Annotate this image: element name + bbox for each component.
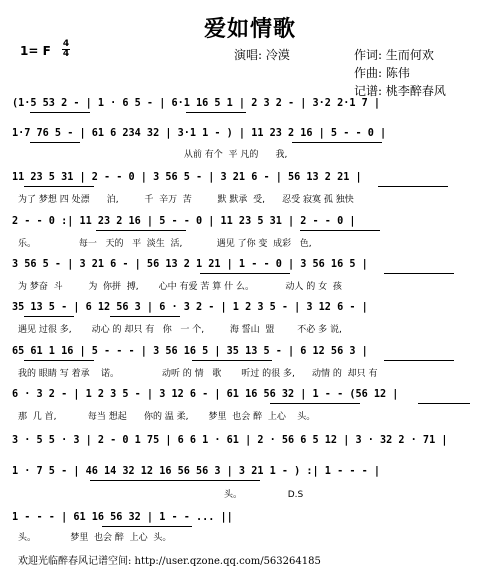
beam bbox=[110, 316, 180, 317]
meter-top: 4 bbox=[62, 39, 70, 49]
transcriber-credit: 记谱: 桃李醉春风 bbox=[354, 84, 446, 98]
lyric-line-11: 头。 梦里 也会 醉 上心 头。 bbox=[18, 533, 172, 543]
lyricist-credit: 作词: 生而何欢 bbox=[354, 48, 434, 62]
beam bbox=[186, 112, 246, 113]
score-line-9: 3 · 5 5 · 3 | 2 - 0 1 75 | 6 6 1 · 61 | 2 · 56 6 5 12 | 3 · 32 2 · 71 | bbox=[12, 435, 448, 446]
beam bbox=[24, 316, 74, 317]
score-line-11: 1 - - - | 61 16 56 32 | 1 - - ... || bbox=[12, 512, 233, 523]
time-signature bbox=[62, 40, 70, 59]
score-line-3: 11 23 5 31 | 2 - - 0 | 3 56 5 - | 3 21 6 - | 56 13 2 21 | bbox=[12, 172, 362, 183]
beam bbox=[378, 186, 448, 187]
beam bbox=[30, 142, 80, 143]
lyric-line-8: 那 几 首, 每当 想起 你的 温 柔, 梦里 也会 醉 上心 头。 bbox=[18, 412, 316, 422]
footer-credit: 欢迎光临醉春风记谱空间: http://user.qzone.qq.com/563264185 bbox=[18, 556, 321, 567]
beam bbox=[384, 273, 454, 274]
lyric-line-7: 我的 眼睛 写 着承 诺。 动听 的 情 歌 听过 的很 多, 动情 的 却只 有 bbox=[18, 369, 378, 379]
score-line-7: 65 61 1 16 | 5 - - - | 3 56 16 5 | 35 13 5 - | 6 12 56 3 | bbox=[12, 346, 368, 357]
beam bbox=[200, 273, 290, 274]
composer-credit: 作曲: 陈伟 bbox=[354, 66, 410, 80]
lyric-line-3: 为了 梦想 四 处漂 泊, 千 辛万 苦 默 默承 受, 忍受 寂寞 孤 独快 bbox=[18, 195, 354, 205]
beam bbox=[102, 526, 192, 527]
key-signature: 1= F bbox=[20, 44, 51, 58]
beam bbox=[24, 186, 94, 187]
lyric-line-10: 头。 D.S bbox=[18, 490, 304, 500]
score-line-8: 6 · 3 2 - | 1 2 3 5 - | 3 12 6 - | 61 16 56 32 | 1 - - (56 12 | bbox=[12, 389, 399, 400]
score-line-2: 1·7 76 5 - | 61 6 234 32 | 3·1 1 - ) | 11 23 2 16 | 5 - - 0 | bbox=[12, 128, 387, 139]
beam bbox=[90, 480, 260, 481]
beam bbox=[30, 112, 90, 113]
beam bbox=[192, 360, 272, 361]
score-line-10: 1 · 7 5 - | 46 14 32 12 16 56 56 3 | 3 21 1 - ) :| 1 - - - | bbox=[12, 466, 381, 477]
beam bbox=[292, 142, 382, 143]
beam bbox=[384, 360, 454, 361]
score-line-1: (1·5 53 2 - | 1 · 6 5 - | 6·1 16 5 1 | 2 3 2 - | 3·2 2·1 7 | bbox=[12, 98, 381, 109]
lyric-line-2: 从前 有个 平 凡的 我, bbox=[18, 150, 288, 160]
score-line-6: 35 13 5 - | 6 12 56 3 | 6 · 3 2 - | 1 2 3 5 - | 3 12 6 - | bbox=[12, 302, 368, 313]
meter-bottom: 4 bbox=[62, 49, 70, 59]
beam bbox=[270, 403, 360, 404]
lyric-line-4: 乐。 每一 天的 平 淡生 活, 遇见 了你 变 成彩 色, bbox=[18, 239, 312, 249]
song-title: 爱如情歌 bbox=[203, 16, 296, 42]
lyric-line-6: 遇见 过很 多, 动心 的 却只 有 你 一 个, 海 誓山 盟 不必 多 说, bbox=[18, 325, 342, 335]
beam bbox=[300, 230, 380, 231]
score-line-4: 2 - - 0 :| 11 23 2 16 | 5 - - 0 | 11 23 5 31 | 2 - - 0 | bbox=[12, 216, 356, 227]
lyric-line-5: 为 梦奋 斗 为 你拼 搏, 心中 有爱 苦 算 什 么。 动人 的 女 孩 bbox=[18, 282, 342, 292]
singer-credit: 演唱: 冷漠 bbox=[234, 48, 290, 62]
score-line-5: 3 56 5 - | 3 21 6 - | 56 13 2 1 21 | 1 - - 0 | 3 56 16 5 | bbox=[12, 259, 368, 270]
beam bbox=[418, 403, 470, 404]
beam bbox=[96, 230, 186, 231]
beam bbox=[24, 360, 94, 361]
